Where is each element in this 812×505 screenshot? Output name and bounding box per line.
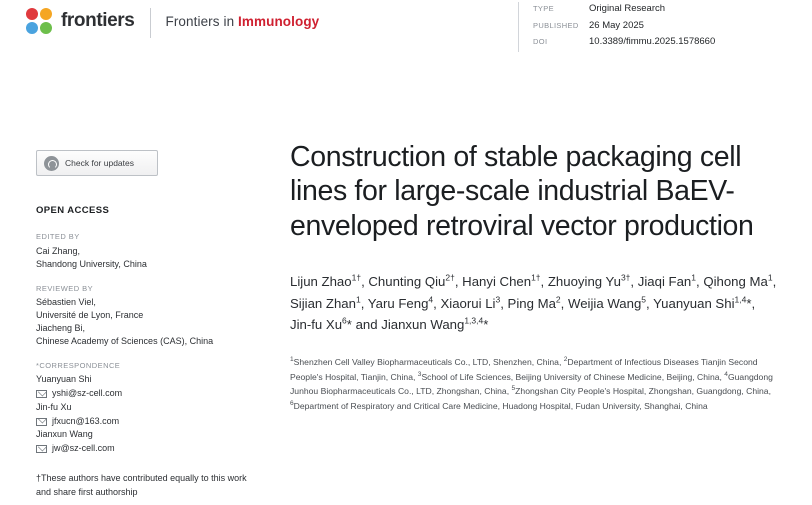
meta-row-doi <box>533 35 786 50</box>
reviewer-1-name: Sébastien Viel, <box>36 296 96 307</box>
meta-key-type: TYPE <box>533 4 554 13</box>
page-title: Construction of stable packaging cell lines for large-scale industrial BaEV-enveloped retroviral vector production <box>290 141 754 242</box>
page-header <box>0 0 812 48</box>
equal-contribution-footnote: †These authors have contributed equally to this work and share first authorship <box>36 472 247 497</box>
reviewer-2-name: Jiacheng Bi, <box>36 322 86 333</box>
meta-key-doi: DOI <box>533 37 548 47</box>
edited-by-block <box>36 231 251 270</box>
frontiers-logo[interactable] <box>26 8 134 34</box>
corresponding-author-2-email-row[interactable] <box>36 415 251 429</box>
corresponding-author-2-email[interactable]: jfxucn@163.com <box>52 415 120 426</box>
author-list: Lijun Zhao$^{1\dagger}$, Chunting Qiu$^{2\dagger}$, Hanyi Chen$^{1\dagger}$, Zhuoying $Yu^{3\dagger}$, Jiaqi Fan$^1$, Qihong Ma$^1$, Sijian Zhan$^1$, Yaru Feng$^4$, Xiaorui Li$^3$, Ping Ma$^2$, Weijia Wang$^5$, Yuanyuan Shi$^{1,4}$*, Jin-fu Xu$^6$* and Jianxun Wang$^{1,3,4}$* <box>290 273 777 332</box>
journal-prefix: Frontiers in <box>165 14 239 29</box>
logo-dot-green <box>40 22 52 34</box>
reviewed-by-label: REVIEWED BY <box>36 283 94 293</box>
header-divider <box>150 8 151 38</box>
corresponding-author-1-email[interactable]: yshi@sz-cell.com <box>52 388 123 399</box>
logo-dot-orange <box>40 8 52 20</box>
logo-dot-red <box>26 8 38 20</box>
corresponding-author-3-email[interactable]: jw@sz-cell.com <box>52 443 115 454</box>
article-head <box>290 140 780 414</box>
journal-name[interactable] <box>165 14 319 29</box>
correspondence-label: *CORRESPONDENCE <box>36 361 121 371</box>
correspondence-block <box>36 360 251 456</box>
envelope-icon <box>36 418 47 426</box>
corresponding-author-1-name: Yuanyuan Shi <box>36 374 92 385</box>
editor-name: Cai Zhang, <box>36 245 81 256</box>
meta-row-published <box>533 19 786 34</box>
open-access-label: OPEN ACCESS <box>36 205 110 216</box>
check-for-updates-label: Check for updates <box>65 157 134 168</box>
affiliation-list: $^1$Shenzhen Cell Valley Biopharmaceuticals Co., LTD, Shenzhen, China, $^2$Department of Infectious Diseases Tianjin Second People's Hospital, Tianjin, China, $^3$School of Life Sciences, Beijing University of Chinese Medicine, Beijing, China, $^4$Guangdong Junhou Biopharmaceuticals Co., LTD, Zhongshan, China, $^5$Zhongshan City People's Hospital, Zhongshan, Guangdong, China, $^6$Department of Respiratory and Critical Care Medicine, Huadong Hospital, Fudan University, Shanghai, China <box>290 355 773 412</box>
refresh-icon <box>44 156 59 171</box>
article-meta <box>518 2 786 52</box>
corresponding-author-3-name: Jianxun Wang <box>36 429 93 440</box>
journal-title: Immunology <box>238 14 320 29</box>
envelope-icon <box>36 390 47 398</box>
reviewer-2-affiliation: Chinese Academy of Sciences (CAS), China <box>36 335 214 346</box>
reviewer-1-affiliation: Université de Lyon, France <box>36 309 144 320</box>
edited-by-label: EDITED BY <box>36 232 80 242</box>
meta-row-type <box>533 2 786 17</box>
frontiers-logo-icon <box>26 8 52 34</box>
meta-key-published: PUBLISHED <box>533 20 579 30</box>
meta-value-published: 26 May 2025 <box>589 19 644 31</box>
envelope-icon <box>36 445 47 453</box>
editor-affiliation: Shandong University, China <box>36 258 147 269</box>
logo-dot-blue <box>26 22 38 34</box>
corresponding-author-3-email-row[interactable] <box>36 442 251 456</box>
sidebar <box>36 150 251 500</box>
reviewed-by-block <box>36 283 251 348</box>
brand-wordmark: frontiers <box>61 10 135 31</box>
meta-value-doi[interactable]: 10.3389/fimmu.2025.1578660 <box>589 36 716 48</box>
meta-value-type: Original Research <box>589 3 666 14</box>
corresponding-author-2-name: Jin-fu Xu <box>36 401 72 412</box>
check-for-updates-button[interactable] <box>36 150 158 176</box>
corresponding-author-1-email-row[interactable] <box>36 387 251 401</box>
